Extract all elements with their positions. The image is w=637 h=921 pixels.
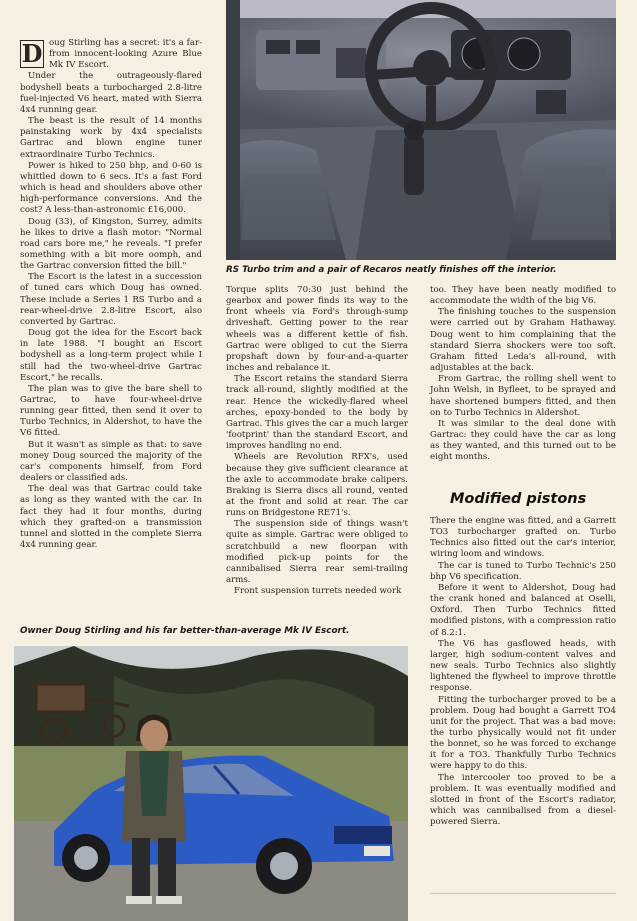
paragraph: Under the outrageously-flared bodyshell beats a turbocharged 2.8-litre fuel-injected V6 heart, mated with Sierra 4x4 running gear.	[20, 71, 202, 115]
paragraph: The deal was that Gartrac could take as long as they wanted with the car. In fact they had it four months, during which they grafted-on a transmission tunnel and slotted in the complete Sierra 4x4 running gear.	[20, 484, 202, 551]
paragraph: Before it went to Aldershot, Doug had the crank honed and balanced at Oselli, Oxford. Then Turbo Technics fitted modified pistons, with a compression ratio of 8.2:1.	[430, 582, 616, 638]
paragraph: oug Stirling has a secret: it's a far-from innocent-looking Azure Blue Mk IV Escort.	[49, 38, 202, 71]
interior-caption: RS Turbo trim and a pair of Recaros neatly finishes off the interior.	[226, 265, 557, 275]
paragraph: Fitting the turbocharger proved to be a problem. Doug had bought a Garrett TO4 unit for the project. That was a bad move: the turbo physically would not fit under the bonnet, so he was forced to exchange it for a TO3. Thankfully Turbo Technics were happy to do this.	[430, 694, 616, 772]
paragraph: The beast is the result of 14 months painstaking work by 4x4 specialists Gartrac and blown engine tuner extraordinaire Turbo Technics.	[20, 116, 202, 160]
paragraph: From Gartrac, the rolling shell went to John Welsh, in Byfleet, to be sprayed and have shortened bumpers fitted, and then on to Turbo Technics in Aldershot.	[430, 374, 616, 418]
paragraph: The finishing touches to the suspension were carried out by Graham Hathaway. Doug went to him complaining that the standard Sierra shockers were too soft. Graham fitted Leda's all-round, with adjustables at the back.	[430, 307, 616, 374]
paragraph: There the engine was fitted, and a Garrett TO3 turbocharger grafted on. Turbo Technics also fitted out the car's interior, wiring loom and windows.	[430, 516, 616, 560]
paragraph: Front suspension turrets needed work	[234, 586, 402, 597]
paragraph: The car is tuned to Turbo Technic's 250 bhp V6 specification.	[430, 560, 616, 582]
paragraph: Doug got the idea for the Escort back in late 1988. "I bought an Escort bodyshell as a long-term project while I still had the two-wheel-drive Gartrac Escort," he recalls.	[20, 328, 202, 383]
section-heading: Modified pistons	[450, 491, 587, 507]
paragraph: The suspension side of things wasn't quite as simple. Gartrac were obliged to scratchbuild a new floorpan with modified pick-up points for the cannibalised Sierra rear semi-trailing arms.	[226, 519, 408, 586]
article-column-1	[20, 38, 202, 612]
paragraph: But it wasn't as simple as that: to save money Doug sourced the majority of the car's components himself, from Ford dealers or classified ads.	[20, 439, 202, 484]
car-photo	[14, 646, 408, 921]
footer-rule	[430, 893, 616, 894]
interior-photo	[226, 0, 616, 260]
paragraph: Wheels are Revolution RFX's, used because they give sufficient clearance at the axle to accommodate brake calipers. Braking is Sierra discs all round, vented at the front and solid at rear. The car runs on Bridgestone RE71's.	[226, 452, 408, 519]
article-column-3a	[430, 285, 616, 485]
paragraph: Doug (33), of Kingston, Surrey, admits he likes to drive a flash motor: "Normal road cars bore me," he reveals. "I prefer something with a bit more oomph, and the Gartrac conversion fitted the bill."	[20, 216, 202, 272]
paragraph: too. They have been neatly modified to accommodate the width of the big V6.	[430, 285, 616, 307]
paragraph: Power is hiked to 250 bhp, and 0-60 is whittled down to 6 secs. It's a fast Ford which is head and shoulders above other high-performance conversions. And the cost? A less-than-astronomic £16,000.	[20, 160, 202, 216]
paragraph: The plan was to give the bare shell to Gartrac, to have four-wheel-drive running gear fitted, then send it over to Turbo Technics, in Aldershot, to have the V6 fitted.	[20, 383, 202, 439]
paragraph: It was similar to the deal done with Gartrac: they could have the car as long as they wanted, and this turned out to be eight months.	[430, 418, 616, 463]
paragraph: The Escort retains the standard Sierra track all-round, slightly modified at the rear. Hence the wickedly-flared wheel arches, epoxy-bonded to the body by Gartrac. This gives the car a much larger 'footprint' than the standard Escort, and improves handling no end.	[226, 374, 408, 452]
article-column-2	[226, 285, 408, 613]
drop-cap: D	[21, 39, 43, 68]
article-column-3b	[430, 516, 616, 888]
owner-caption: Owner Doug Stirling and his far better-than-average Mk IV Escort.	[20, 626, 350, 636]
paragraph: Torque splits 70:30 just behind the gearbox and power finds its way to the front wheels via Ford's through-sump driveshaft. Getting power to the rear wheels was a different kettle of fish. Gartrac were obliged to cut the Sierra propshaft down by four-and-a-quarter inches and rebalance it.	[226, 285, 408, 374]
paragraph: The Escort is the latest in a succession of tuned cars which Doug has owned. These include a Series 1 RS Turbo and a rear-wheel-drive 2.8-litre Escort, also converted by Gartrac.	[20, 272, 202, 327]
paragraph: The intercooler too proved to be a problem. It was eventually modified and slotted in front of the Escort's radiator, which was cannibalised from a diesel-powered Sierra.	[430, 772, 616, 828]
paragraph: The V6 has gasflowed heads, with larger, high sodium-content valves and new seals. Turbo Technics also slightly lightened the flywheel to improve throttle response.	[430, 638, 616, 694]
